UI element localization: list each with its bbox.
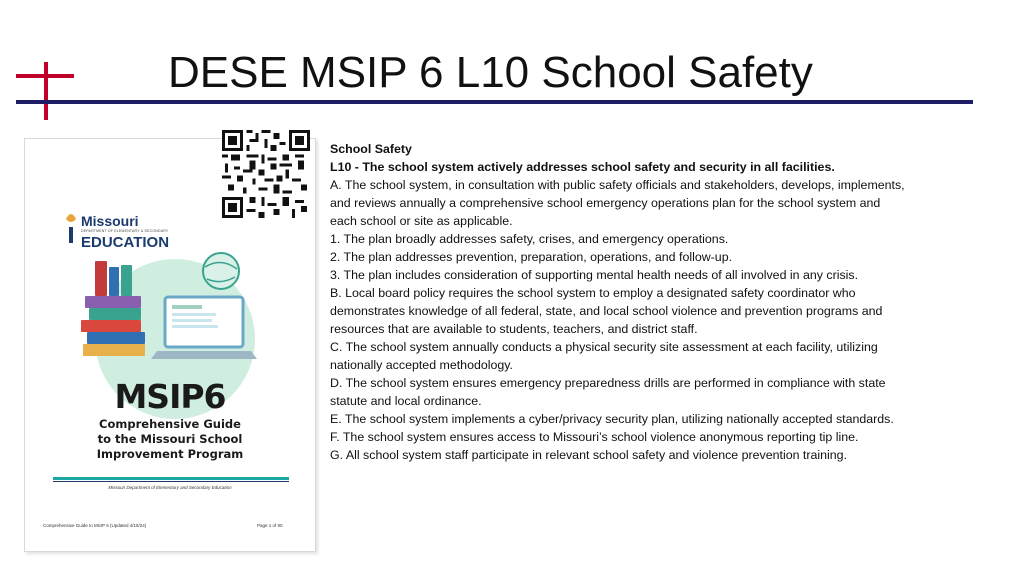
cover-subtitle-line: Improvement Program [96, 447, 244, 461]
section-heading: School Safety [330, 142, 412, 156]
title-cross-horizontal [16, 74, 74, 78]
logo-education: EDUCATION [81, 234, 170, 251]
cover-footer-page: Page 1 of 90 [257, 523, 283, 528]
cover-heading: MSIP6 [114, 377, 226, 416]
requirement-paragraph: 2. The plan addresses prevention, preparation, operations, and follow-up. [330, 250, 733, 264]
slide-title: DESE MSIP 6 L10 School Safety [168, 48, 813, 97]
requirement-paragraph: C. The school system annually conducts a physical security site assessment at each facility, utilizing nationally accepted methodology. [330, 340, 878, 372]
logo-missouri: Missouri [81, 213, 139, 229]
missouri-education-logo [65, 213, 215, 253]
requirement-paragraph: F. The school system ensures access to Missouri’s school violence anonymous reporting tip line. [330, 430, 859, 444]
requirement-paragraph: 3. The plan includes consideration of supporting mental health needs of all involved in any crisis. [330, 268, 859, 282]
requirement-paragraph: B. Local board policy requires the school system to employ a designated safety coordinator who demonstrates knowledge of all federal, state, and local school violence and prevention programs and resources that are available to students, teachers, and district staff. [330, 286, 883, 336]
cover-band-navy [53, 481, 289, 482]
requirement-paragraph: G. All school system staff participate in relevant school safety and violence prevention training. [330, 448, 848, 462]
cover-subtitle-line: to the Missouri School [97, 432, 243, 446]
requirement-paragraph: D. The school system ensures emergency preparedness drills are performed in compliance with state statute and local ordinance. [330, 376, 886, 408]
cover-subtitle [25, 417, 315, 462]
safety-standard-text [330, 140, 908, 464]
requirement-paragraph: E. The school system implements a cyber/privacy security plan, utilizing nationally accepted standards. [330, 412, 894, 426]
cover-footer-title: Comprehensive Guide to MSIP 6 (Updated 4/15/24) [43, 523, 147, 528]
title-underline [16, 100, 973, 104]
cover-subtitle-line: Comprehensive Guide [99, 417, 241, 431]
globe-icon [203, 253, 239, 289]
standard-statement: L10 - The school system actively addresses school safety and security in all facilities. [330, 160, 835, 174]
title-cross-vertical [44, 62, 48, 120]
requirement-paragraph: 1. The plan broadly addresses safety, crises, and emergency operations. [330, 232, 729, 246]
requirement-paragraph: A. The school system, in consultation with public safety officials and stakeholders, develops, implements, and reviews annually a comprehensive school emergency operations plan for the school system and each school or site as applicable. [330, 178, 905, 228]
cover-band-teal [53, 477, 289, 480]
cover-department: Missouri Department of Elementary and Secondary Education [108, 485, 232, 490]
logo-department: DEPARTMENT OF ELEMENTARY & SECONDARY [81, 229, 169, 233]
qr-code-icon [222, 130, 310, 218]
